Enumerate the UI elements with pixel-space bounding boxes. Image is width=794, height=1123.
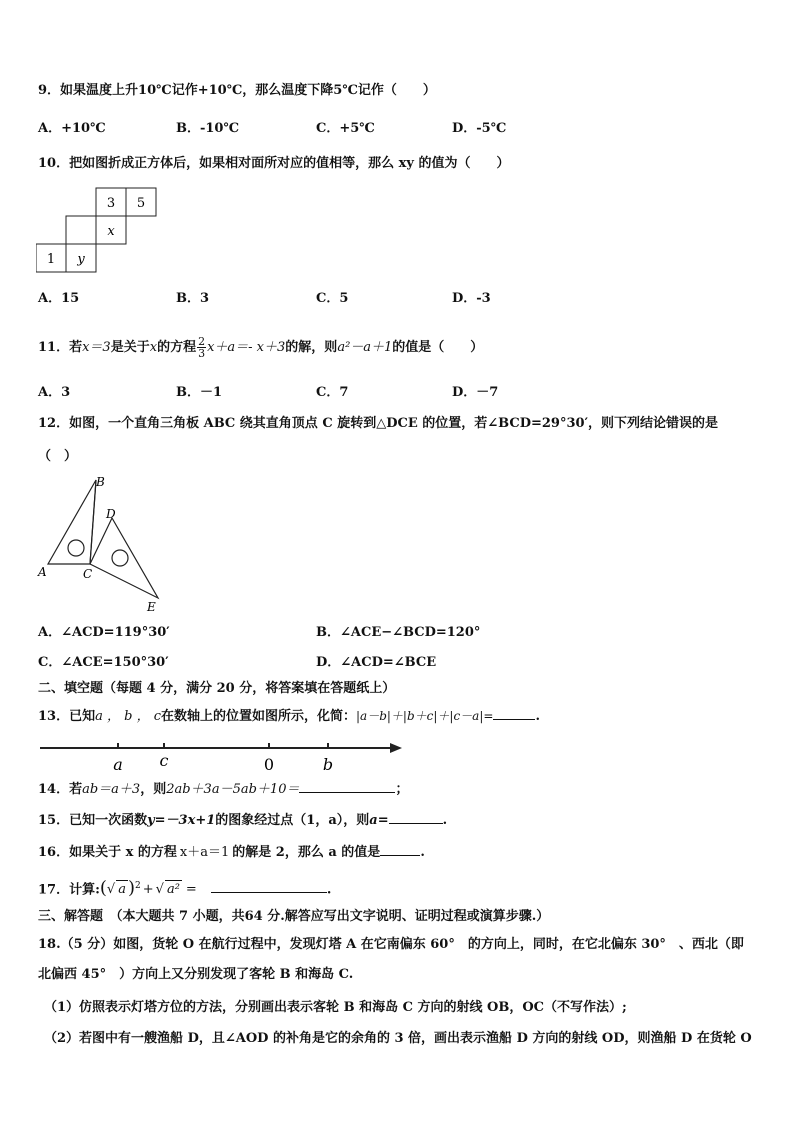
q17-plus: + (142, 882, 154, 898)
q17-answer-blank[interactable] (211, 880, 327, 893)
q14-stem (38, 780, 409, 799)
axis-label-zero: 0 (263, 755, 275, 774)
q15-var: a= (369, 813, 389, 828)
section3-title: 三、解答题 （本大题共 7 小题，共64 分.解答应写出文字说明、证明过程或演算步骤.） (38, 909, 550, 924)
q11-var: x (149, 340, 158, 355)
q17-post: . (326, 882, 332, 898)
q16-answer-blank[interactable] (380, 843, 420, 856)
q11-fraction (197, 336, 206, 359)
q11-mid2: 的方程 (157, 340, 197, 355)
label-a: A (38, 565, 47, 579)
q13-post: . (535, 709, 540, 724)
q13-vars: a ， b ， c (95, 709, 161, 724)
q9-option-a: A．+10℃ (38, 121, 106, 136)
q18-line2: 北偏西 45° ）方向上又分别发现了客轮 B 和海岛 C. (38, 967, 354, 982)
net-cell-y: y (77, 252, 85, 267)
q11-pre: 11．若 (38, 340, 83, 355)
label-e: E (147, 600, 156, 614)
q11-expr: a²－a＋1 (337, 340, 393, 355)
q11-stem (38, 336, 483, 359)
q10-option-c: C．5 (316, 291, 349, 306)
q12-stem-line2: （ ） (38, 449, 78, 464)
q11-post: 的值是（ ） (392, 340, 484, 355)
q17-pre: 17．计算: (38, 882, 100, 898)
q17-eq: = (185, 882, 197, 898)
q16-stem (38, 843, 425, 862)
q15-answer-blank[interactable] (389, 811, 443, 824)
label-c: C (83, 567, 93, 581)
q17-sqrt2: √ a² (155, 882, 180, 898)
q17-paren-open: ( (99, 877, 107, 899)
q17-exp: 2 (135, 881, 141, 891)
q14-expr: 2ab＋3a－5ab＋10＝ (166, 782, 300, 797)
q10-option-a: A．15 (38, 291, 80, 306)
q14-mid: ，则 (140, 782, 167, 797)
q11-cond: x＝3 (82, 340, 111, 355)
q12-option-d: D．∠ACD=∠BCE (316, 655, 437, 670)
q13-stem (38, 707, 540, 726)
axis-label-b: b (322, 755, 334, 774)
q10-stem: 10．把如图折成正方体后，如果相对面所对应的值相等，那么 xy 的值为（ ） (38, 156, 510, 171)
q9-stem: 9．如果温度上升10℃记作+10℃，那么温度下降5℃记作（ ） (38, 83, 436, 98)
q18-line1: 18.（5 分）如图，货轮 O 在航行过程中，发现灯塔 A 在它南偏东 60° 的方向上，同时，在它北偏东 30° 、西北（即 (38, 937, 744, 952)
section2-title: 二、填空题（每题 4 分，满分 20 分，将答案填在答题纸上） (38, 681, 396, 696)
cube-net-figure (36, 186, 161, 276)
net-cell-3: 3 (106, 196, 116, 211)
q15-mid: 的图象经过点（1，a），则 (215, 813, 370, 828)
q15-pre: 15．已知一次函数 (38, 813, 148, 828)
q14-post: ； (395, 782, 409, 797)
number-line-figure (36, 738, 406, 776)
q13-mid: 在数轴上的位置如图所示，化简： (160, 709, 356, 724)
q17-stem (38, 877, 331, 899)
q11-frac-den: 3 (198, 347, 206, 360)
q9-option-c: C．+5℃ (316, 121, 375, 136)
q17-paren-close: ) (127, 877, 136, 899)
net-cell-5: 5 (136, 196, 146, 211)
q14-answer-blank[interactable] (299, 780, 395, 793)
q9-option-b: B．-10℃ (176, 121, 240, 136)
q11-mid3: 的解，则 (285, 340, 338, 355)
net-cell-1: 1 (46, 252, 56, 267)
q16-post: 的解是 2，那么 a 的值是 (232, 845, 381, 860)
label-d: D (106, 507, 116, 521)
q18-sub2: （2）若图中有一艘渔船 D，且∠AOD 的补角是它的余角的 3 倍，画出表示渔船 D 方向的射线 OD，则渔船 D 在货轮 O (44, 1031, 752, 1046)
axis-label-c: c (159, 751, 169, 770)
q12-stem-line1: 12．如图，一个直角三角板 ABC 绕其直角顶点 C 旋转到△DCE 的位置，若∠BCD=29°30′，则下列结论错误的是 (38, 416, 718, 431)
q10-option-d: D．-3 (452, 291, 491, 306)
q17-sqrt1: √ a (106, 882, 126, 898)
q15-func: y=－3x+1 (147, 813, 216, 828)
q12-option-b: B．∠ACE−∠BCD=120° (316, 625, 481, 640)
q11-eq-rest: x＋a＝- x＋3 (207, 340, 286, 355)
q16-eq: x＋a＝1 (179, 845, 230, 860)
q11-option-d: D．－7 (452, 385, 499, 400)
q16-end: . (420, 845, 425, 860)
q12-option-a: A．∠ACD=119°30′ (38, 625, 170, 640)
q13-expr: |a－b|＋|b＋c|＋|c－a|= (356, 709, 494, 723)
q11-option-b: B．－1 (176, 385, 223, 400)
net-cell-x: x (107, 224, 115, 239)
q13-pre: 13．已知 (38, 709, 96, 724)
q17-rad2: a² (166, 882, 180, 898)
q17-rad1: a (118, 882, 126, 898)
label-b: B (96, 475, 105, 489)
axis-label-a: a (113, 755, 123, 774)
q9-option-d: D．-5℃ (452, 121, 507, 136)
q15-stem (38, 811, 447, 830)
q10-option-b: B．3 (176, 291, 210, 306)
q13-answer-blank[interactable] (493, 707, 535, 720)
triangle-rotation-figure (34, 470, 174, 615)
q11-frac-num: 2 (198, 335, 206, 348)
q14-pre: 14．若 (38, 782, 83, 797)
q11-mid1: 是关于 (110, 340, 150, 355)
q11-option-a: A．3 (38, 385, 71, 400)
q15-post: . (442, 813, 448, 828)
q11-option-c: C．7 (316, 385, 349, 400)
q18-sub1: （1）仿照表示灯塔方位的方法，分别画出表示客轮 B 和海岛 C 方向的射线 OB，OC（不写作法）; (44, 1000, 627, 1015)
q14-cond: ab＝a＋3 (82, 782, 141, 797)
q12-option-c: C．∠ACE=150°30′ (38, 655, 169, 670)
q16-pre: 16．如果关于 x 的方程 (38, 845, 177, 860)
